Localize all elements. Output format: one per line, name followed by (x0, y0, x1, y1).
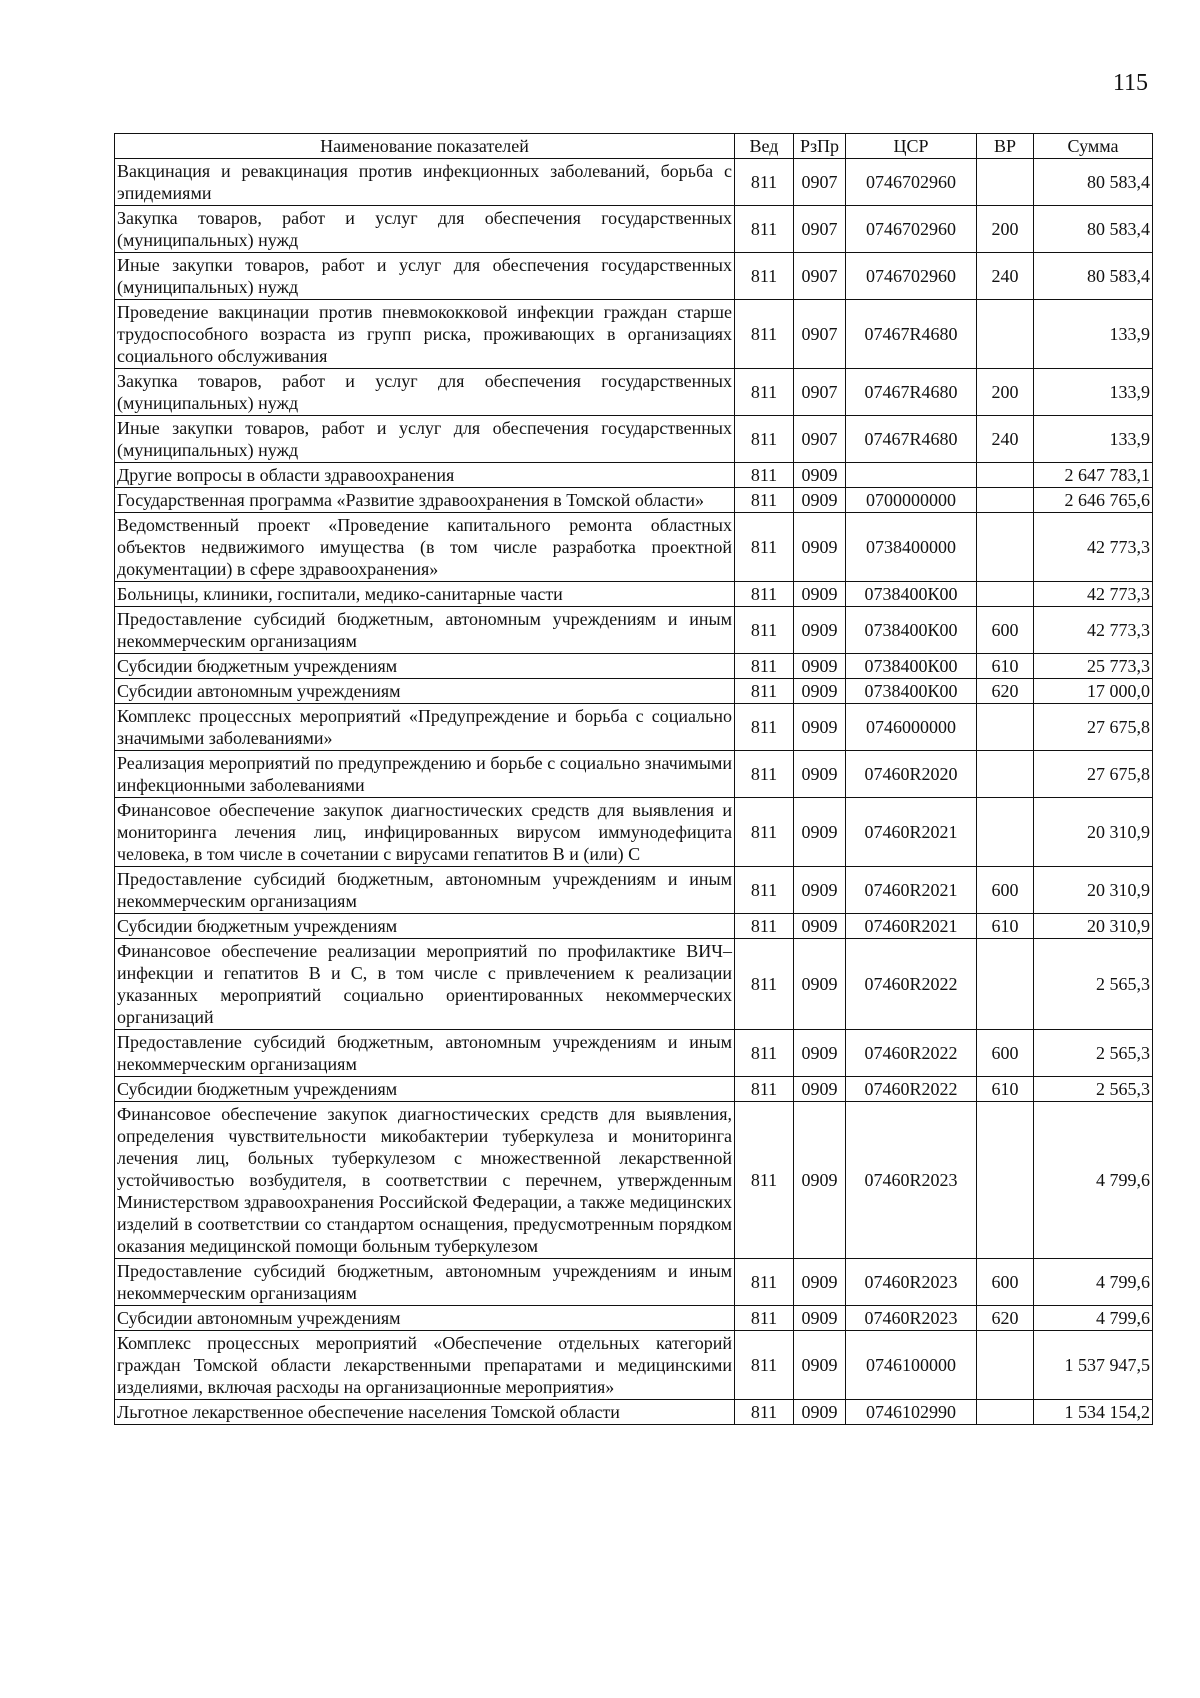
cell-sum: 80 583,4 (1034, 206, 1153, 253)
table-row (115, 582, 1153, 607)
cell-rzpr: 0909 (794, 914, 846, 939)
cell-ved: 811 (735, 1259, 794, 1306)
cell-rzpr: 0909 (794, 679, 846, 704)
cell-ved: 811 (735, 939, 794, 1030)
column-header-csr: ЦСР (846, 134, 977, 159)
cell-ved: 811 (735, 798, 794, 867)
cell-sum: 2 565,3 (1034, 1030, 1153, 1077)
table-row (115, 488, 1153, 513)
cell-name: Предоставление субсидий бюджетным, автономным учреждениям и иным некоммерческим организациям (115, 1030, 735, 1077)
table-row (115, 300, 1153, 369)
cell-name: Закупка товаров, работ и услуг для обеспечения государственных (муниципальных) нужд (115, 369, 735, 416)
cell-ved: 811 (735, 300, 794, 369)
cell-name: Предоставление субсидий бюджетным, автономным учреждениям и иным некоммерческим организациям (115, 607, 735, 654)
cell-vr (977, 704, 1034, 751)
cell-sum: 4 799,6 (1034, 1102, 1153, 1259)
cell-vr (977, 1102, 1034, 1259)
table-row (115, 704, 1153, 751)
cell-vr: 600 (977, 607, 1034, 654)
cell-csr: 0746102990 (846, 1400, 977, 1425)
cell-vr: 610 (977, 1077, 1034, 1102)
cell-name: Реализация мероприятий по предупреждению и борьбе с социально значимыми инфекционными заболеваниями (115, 751, 735, 798)
table-row (115, 159, 1153, 206)
cell-sum: 133,9 (1034, 416, 1153, 463)
table-row (115, 607, 1153, 654)
table-row (115, 1030, 1153, 1077)
cell-vr (977, 513, 1034, 582)
table-row (115, 369, 1153, 416)
column-header-name: Наименование показателей (115, 134, 735, 159)
cell-csr: 07467R4680 (846, 300, 977, 369)
cell-csr: 0738400К00 (846, 582, 977, 607)
cell-csr: 0746702960 (846, 253, 977, 300)
cell-rzpr: 0909 (794, 513, 846, 582)
cell-rzpr: 0909 (794, 582, 846, 607)
table-row (115, 939, 1153, 1030)
cell-csr: 07460R2022 (846, 1030, 977, 1077)
cell-name: Субсидии бюджетным учреждениям (115, 1077, 735, 1102)
cell-vr (977, 488, 1034, 513)
cell-ved: 811 (735, 159, 794, 206)
table-row (115, 1259, 1153, 1306)
cell-csr: 07460R2022 (846, 939, 977, 1030)
cell-rzpr: 0909 (794, 798, 846, 867)
cell-sum: 42 773,3 (1034, 513, 1153, 582)
table-row (115, 513, 1153, 582)
cell-vr (977, 939, 1034, 1030)
cell-csr: 07460R2023 (846, 1102, 977, 1259)
cell-ved: 811 (735, 751, 794, 798)
cell-vr: 600 (977, 1259, 1034, 1306)
cell-rzpr: 0909 (794, 939, 846, 1030)
cell-name: Предоставление субсидий бюджетным, автономным учреждениям и иным некоммерческим организациям (115, 1259, 735, 1306)
cell-rzpr: 0909 (794, 1259, 846, 1306)
cell-rzpr: 0909 (794, 654, 846, 679)
cell-name: Финансовое обеспечение закупок диагностических средств для выявления, определения чувствительности микобактерии туберкулеза и мониторинга лечения лиц, больных туберкулезом с множественной лекарственной устойчивостью возбудителя, в соответствии с перечнем, утвержденным Министерством здравоохранения Российской Федерации, а также медицинских изделий в соответствии со стандартом оснащения, предусмотренным порядком оказания медицинской помощи больным туберкулезом (115, 1102, 735, 1259)
cell-csr: 07460R2021 (846, 914, 977, 939)
cell-sum: 80 583,4 (1034, 159, 1153, 206)
cell-csr: 0746702960 (846, 159, 977, 206)
cell-ved: 811 (735, 253, 794, 300)
cell-ved: 811 (735, 206, 794, 253)
cell-ved: 811 (735, 416, 794, 463)
cell-rzpr: 0907 (794, 300, 846, 369)
cell-vr (977, 798, 1034, 867)
cell-name: Иные закупки товаров, работ и услуг для обеспечения государственных (муниципальных) нужд (115, 253, 735, 300)
cell-vr (977, 1331, 1034, 1400)
cell-ved: 811 (735, 1102, 794, 1259)
cell-sum: 42 773,3 (1034, 607, 1153, 654)
cell-ved: 811 (735, 867, 794, 914)
cell-csr: 07460R2023 (846, 1306, 977, 1331)
cell-name: Вакцинация и ревакцинация против инфекционных заболеваний, борьба с эпидемиями (115, 159, 735, 206)
table-row (115, 1306, 1153, 1331)
cell-name: Больницы, клиники, госпитали, медико-санитарные части (115, 582, 735, 607)
cell-name: Субсидии автономным учреждениям (115, 1306, 735, 1331)
table-row (115, 751, 1153, 798)
budget-table (114, 133, 1153, 1425)
cell-csr (846, 463, 977, 488)
cell-csr: 0738400К00 (846, 654, 977, 679)
table-row (115, 206, 1153, 253)
cell-ved: 811 (735, 1400, 794, 1425)
cell-vr: 600 (977, 1030, 1034, 1077)
cell-csr: 07467R4680 (846, 416, 977, 463)
cell-ved: 811 (735, 1331, 794, 1400)
cell-ved: 811 (735, 1306, 794, 1331)
cell-ved: 811 (735, 582, 794, 607)
cell-csr: 0746702960 (846, 206, 977, 253)
cell-vr (977, 1400, 1034, 1425)
cell-name: Проведение вакцинации против пневмококковой инфекции граждан старше трудоспособного возраста из групп риска, проживающих в организациях социального обслуживания (115, 300, 735, 369)
cell-vr (977, 159, 1034, 206)
cell-sum: 4 799,6 (1034, 1259, 1153, 1306)
cell-csr: 07460R2020 (846, 751, 977, 798)
cell-vr: 610 (977, 654, 1034, 679)
cell-rzpr: 0909 (794, 1306, 846, 1331)
cell-rzpr: 0909 (794, 867, 846, 914)
cell-csr: 0700000000 (846, 488, 977, 513)
cell-vr: 200 (977, 206, 1034, 253)
cell-sum: 2 647 783,1 (1034, 463, 1153, 488)
cell-csr: 0746100000 (846, 1331, 977, 1400)
cell-ved: 811 (735, 607, 794, 654)
cell-sum: 42 773,3 (1034, 582, 1153, 607)
cell-name: Субсидии автономным учреждениям (115, 679, 735, 704)
cell-sum: 4 799,6 (1034, 1306, 1153, 1331)
cell-name: Закупка товаров, работ и услуг для обеспечения государственных (муниципальных) нужд (115, 206, 735, 253)
cell-sum: 2 646 765,6 (1034, 488, 1153, 513)
cell-rzpr: 0909 (794, 751, 846, 798)
cell-ved: 811 (735, 1077, 794, 1102)
page-number: 115 (1112, 70, 1148, 96)
cell-sum: 25 773,3 (1034, 654, 1153, 679)
cell-vr (977, 582, 1034, 607)
cell-vr: 620 (977, 679, 1034, 704)
cell-sum: 20 310,9 (1034, 914, 1153, 939)
cell-csr: 0746000000 (846, 704, 977, 751)
cell-rzpr: 0909 (794, 1077, 846, 1102)
cell-ved: 811 (735, 679, 794, 704)
cell-rzpr: 0909 (794, 607, 846, 654)
table-row (115, 416, 1153, 463)
cell-name: Финансовое обеспечение закупок диагностических средств для выявления и мониторинга лечения лиц, инфицированных вирусом иммунодефицита человека, в том числе в сочетании с вирусами гепатитов В и (или) С (115, 798, 735, 867)
cell-name: Ведомственный проект «Проведение капитального ремонта областных объектов недвижимого имущества (в том числе разработка проектной документации) в сфере здравоохранения» (115, 513, 735, 582)
cell-sum: 2 565,3 (1034, 939, 1153, 1030)
cell-sum: 17 000,0 (1034, 679, 1153, 704)
cell-name: Другие вопросы в области здравоохранения (115, 463, 735, 488)
cell-csr: 07460R2021 (846, 867, 977, 914)
cell-name: Предоставление субсидий бюджетным, автономным учреждениям и иным некоммерческим организациям (115, 867, 735, 914)
table-body (115, 159, 1153, 1425)
table-row (115, 679, 1153, 704)
cell-ved: 811 (735, 513, 794, 582)
cell-sum: 27 675,8 (1034, 704, 1153, 751)
cell-ved: 811 (735, 1030, 794, 1077)
cell-rzpr: 0907 (794, 416, 846, 463)
cell-vr: 600 (977, 867, 1034, 914)
cell-rzpr: 0907 (794, 253, 846, 300)
cell-rzpr: 0907 (794, 159, 846, 206)
table-header-row (115, 134, 1153, 159)
cell-sum: 20 310,9 (1034, 867, 1153, 914)
cell-rzpr: 0909 (794, 463, 846, 488)
cell-name: Комплекс процессных мероприятий «Обеспечение отдельных категорий граждан Томской области лекарственными препаратами и медицинскими изделиями, включая расходы на организационные мероприятия» (115, 1331, 735, 1400)
table-row (115, 253, 1153, 300)
table-row (115, 1400, 1153, 1425)
cell-csr: 0738400000 (846, 513, 977, 582)
cell-sum: 20 310,9 (1034, 798, 1153, 867)
cell-name: Льготное лекарственное обеспечение населения Томской области (115, 1400, 735, 1425)
cell-sum: 1 534 154,2 (1034, 1400, 1153, 1425)
cell-ved: 811 (735, 488, 794, 513)
cell-sum: 133,9 (1034, 369, 1153, 416)
cell-sum: 133,9 (1034, 300, 1153, 369)
table-row (115, 654, 1153, 679)
cell-csr: 07460R2021 (846, 798, 977, 867)
cell-name: Комплекс процессных мероприятий «Предупреждение и борьба с социально значимыми заболеваниями» (115, 704, 735, 751)
table-row (115, 1102, 1153, 1259)
cell-name: Финансовое обеспечение реализации мероприятий по профилактике ВИЧ–инфекции и гепатитов В и С, в том числе с привлечением к реализации указанных мероприятий социально ориентированных некоммерческих организаций (115, 939, 735, 1030)
column-header-vr: ВР (977, 134, 1034, 159)
cell-rzpr: 0907 (794, 206, 846, 253)
table-row (115, 867, 1153, 914)
table-row (115, 1331, 1153, 1400)
cell-vr: 620 (977, 1306, 1034, 1331)
cell-sum: 2 565,3 (1034, 1077, 1153, 1102)
column-header-ved: Вед (735, 134, 794, 159)
column-header-rzpr: РзПр (794, 134, 846, 159)
cell-rzpr: 0909 (794, 1331, 846, 1400)
cell-csr: 07460R2023 (846, 1259, 977, 1306)
cell-csr: 07460R2022 (846, 1077, 977, 1102)
table-row (115, 1077, 1153, 1102)
cell-name: Государственная программа «Развитие здравоохранения в Томской области» (115, 488, 735, 513)
cell-name: Субсидии бюджетным учреждениям (115, 654, 735, 679)
cell-csr: 07467R4680 (846, 369, 977, 416)
cell-vr: 240 (977, 416, 1034, 463)
cell-rzpr: 0909 (794, 488, 846, 513)
cell-csr: 0738400К00 (846, 679, 977, 704)
cell-vr (977, 463, 1034, 488)
table-row (115, 463, 1153, 488)
table-row (115, 914, 1153, 939)
cell-csr: 0738400К00 (846, 607, 977, 654)
cell-rzpr: 0909 (794, 1030, 846, 1077)
column-header-sum: Сумма (1034, 134, 1153, 159)
cell-vr: 610 (977, 914, 1034, 939)
cell-ved: 811 (735, 654, 794, 679)
cell-rzpr: 0907 (794, 369, 846, 416)
cell-vr: 200 (977, 369, 1034, 416)
cell-rzpr: 0909 (794, 1400, 846, 1425)
cell-name: Субсидии бюджетным учреждениям (115, 914, 735, 939)
cell-sum: 27 675,8 (1034, 751, 1153, 798)
cell-vr: 240 (977, 253, 1034, 300)
table-row (115, 798, 1153, 867)
cell-rzpr: 0909 (794, 704, 846, 751)
cell-rzpr: 0909 (794, 1102, 846, 1259)
cell-sum: 80 583,4 (1034, 253, 1153, 300)
cell-sum: 1 537 947,5 (1034, 1331, 1153, 1400)
cell-vr (977, 751, 1034, 798)
cell-ved: 811 (735, 463, 794, 488)
cell-ved: 811 (735, 704, 794, 751)
cell-vr (977, 300, 1034, 369)
cell-name: Иные закупки товаров, работ и услуг для обеспечения государственных (муниципальных) нужд (115, 416, 735, 463)
cell-ved: 811 (735, 914, 794, 939)
cell-ved: 811 (735, 369, 794, 416)
